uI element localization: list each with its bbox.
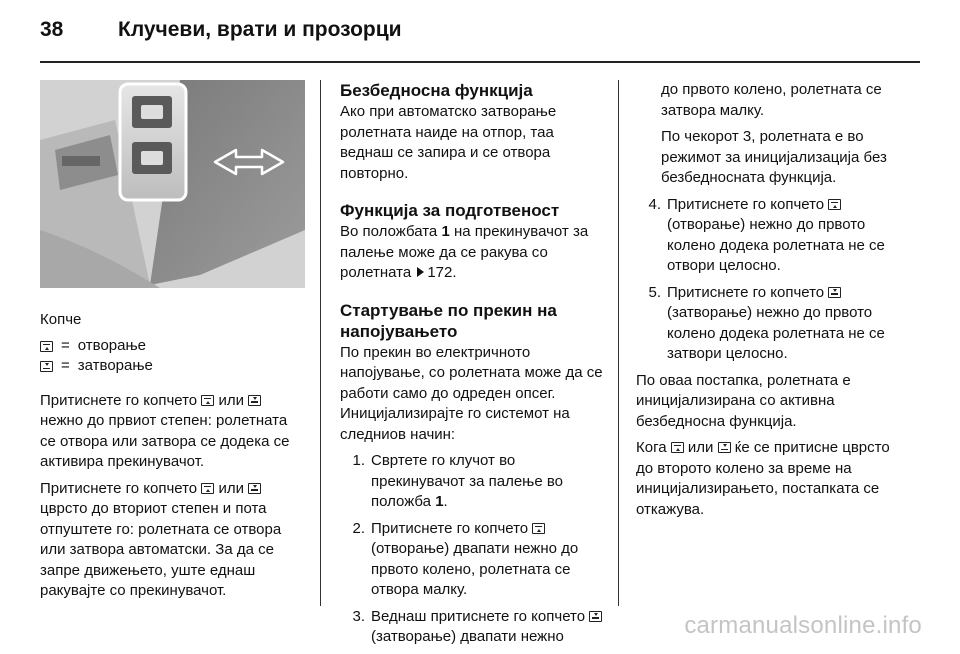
page-reference[interactable]: 172.	[427, 264, 457, 281]
open-button-icon	[671, 442, 684, 453]
header-rule	[40, 61, 920, 63]
close-button-icon	[248, 395, 261, 406]
page-header	[40, 18, 402, 48]
heading-power-interruption: Стартување по прекин на напојувањето	[340, 300, 557, 341]
steps-list	[636, 195, 906, 365]
paragraph: По чекорот 3, ролетната е во режимот за иницијализација без безбедносната функција.	[661, 128, 887, 186]
list-item: 3. Веднаш притиснете го копчето (затворање) двапати нежно	[340, 607, 608, 648]
paragraph: до првото колено, ролетната се затвора малку.	[661, 81, 882, 119]
watermark: carmanualsonline.info	[684, 612, 922, 639]
legend-row-close: = затворање	[40, 357, 305, 377]
page-number: 38	[40, 18, 64, 41]
paragraph: По оваа постапка, ролетната е иницијализирана со активна безбедносна функција.	[636, 371, 851, 430]
paragraph: По прекин во електричното напојување, со ролетната може да се работи само до одреден опсег. Иницијализирајте го системот на следниов начин:	[340, 343, 603, 443]
paragraph: Во положбата 1 на прекинувачот за палење може да се ракува со ролетната 172.	[340, 223, 589, 281]
column-divider	[320, 80, 321, 606]
paragraph: Притиснете го копчето или нежно до првиот степен: ролетната се отвора или затвора се додека се активира прекинувачот.	[40, 391, 290, 470]
close-button-icon	[718, 442, 731, 453]
legend-label-open: отворање	[77, 337, 147, 355]
open-button-icon	[201, 395, 214, 406]
list-item: 5. Притиснете го копчето (затворање) нежно до првото колено додека ролетната не се затвори целосно.	[648, 283, 885, 362]
list-item: 2. Притиснете го копчето (отворање) двапати нежно до првото колено, ролетната се отвора малку.	[352, 519, 579, 598]
list-item: 4. Притиснете го копчето (отворање) нежно до првото колено додека ролетната не се отвори целосно.	[648, 195, 885, 274]
open-button-icon	[40, 341, 53, 352]
button-legend	[40, 337, 305, 377]
page-reference-icon	[417, 267, 424, 277]
column-2	[340, 80, 608, 654]
column-divider	[618, 80, 619, 606]
column-1	[40, 80, 305, 608]
heading-readiness-function: Функција за подготвеност	[340, 201, 560, 220]
paragraph: Кога или ќе се притисне цврсто до второто колено за време на иницијализирањето, постапката се откажува.	[636, 439, 890, 518]
close-button-icon	[589, 611, 602, 622]
paragraph: Ако при автоматско затворање ролетната наиде на отпор, таа веднаш се запира и се отвора повторно.	[340, 103, 557, 182]
open-button-icon	[532, 523, 545, 534]
column-3	[636, 80, 906, 526]
close-button-icon	[828, 287, 841, 298]
list-item: 1. Свртете го клучот во прекинувачот за палење во положба 1.	[352, 452, 563, 510]
sunroof-switch-illustration	[40, 80, 305, 288]
close-button-icon	[40, 361, 53, 372]
open-button-icon	[201, 483, 214, 494]
open-button-icon	[828, 199, 841, 210]
legend-label-close: затворање	[77, 357, 153, 375]
figure-caption: Копче	[40, 311, 82, 328]
page-title: Клучеви, врати и прозорци	[118, 18, 402, 41]
paragraph: Притиснете го копчето или цврсто до вториот степен и пота отпуштете го: ролетната се отвора или затвора автоматски. За да се запре движењето, уште еднаш ракувајте со прекинувачот.	[40, 479, 282, 599]
steps-list	[340, 451, 608, 648]
heading-safety-function: Безбедносна функција	[340, 81, 533, 100]
legend-row-open: = отворање	[40, 337, 305, 357]
close-button-icon	[248, 483, 261, 494]
